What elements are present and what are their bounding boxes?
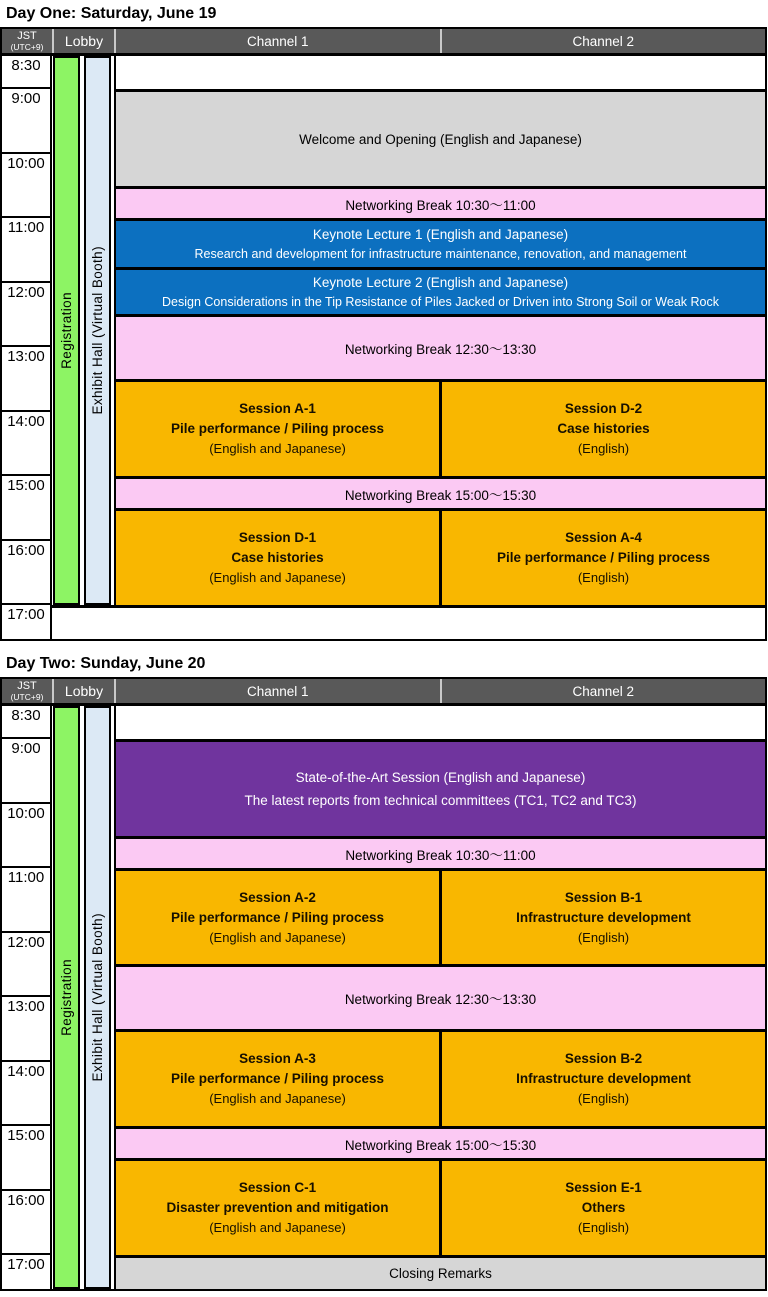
session-name: Session B-2: [564, 1051, 643, 1066]
session-name: Session A-1: [239, 401, 316, 416]
keynote2-subtitle: Design Considerations in the Tip Resistance of Piles Jacked or Driven into Strong Soil or Weak Rock: [162, 295, 719, 309]
session-topic: Others: [581, 1200, 626, 1215]
session-language: (English): [577, 1091, 630, 1106]
time-column: [2, 56, 52, 639]
session-topic: Pile performance / Piling process: [170, 1071, 385, 1086]
exhibit-hall-label: Exhibit Hall (Virtual Booth): [90, 913, 105, 1082]
session-row: [114, 1158, 765, 1255]
session-row: [114, 379, 765, 476]
registration-label: Registration: [59, 292, 74, 369]
time-cell: 10:00: [2, 804, 50, 869]
session-language: (English and Japanese): [209, 929, 346, 945]
session-language: (English): [577, 929, 630, 945]
session-row: [114, 508, 765, 605]
table-header-row: [2, 679, 765, 706]
session-name: Session B-1: [564, 889, 643, 905]
sota-title: State-of-the-Art Session (English and Japanese): [295, 770, 586, 785]
day-two-section: [0, 655, 768, 1291]
session-cell-channel1: [116, 1032, 439, 1126]
time-cell: 14:00: [2, 1062, 50, 1127]
channel2-column-header: Channel 2: [440, 679, 766, 703]
session-cell-channel2: [439, 511, 765, 605]
session-cell-channel2: [439, 1032, 765, 1126]
state-of-the-art-block: [114, 739, 765, 836]
session-cell-channel2: [439, 871, 765, 964]
time-cell: 16:00: [2, 541, 50, 606]
session-topic: Case histories: [557, 421, 650, 436]
exhibit-hall-strip: [84, 56, 111, 605]
day-two-schedule-table: [0, 677, 767, 1291]
session-name: Session C-1: [238, 1180, 317, 1195]
time-cell: 12:00: [2, 933, 50, 998]
exhibit-hall-strip: [84, 706, 111, 1289]
time-column-header: [2, 29, 52, 53]
session-language: (English): [577, 1220, 630, 1235]
session-language: (English and Japanese): [209, 1091, 346, 1106]
closing-remarks-block: Closing Remarks: [114, 1255, 765, 1289]
networking-break-block: Networking Break 15:00～15:30: [114, 476, 765, 508]
session-topic: Pile performance / Piling process: [170, 909, 385, 925]
session-cell-channel1: [116, 1161, 439, 1255]
keynote-lecture-1-block: [114, 218, 765, 267]
session-name: Session D-1: [238, 530, 317, 545]
day-two-grid: [52, 706, 765, 1289]
session-name: Session A-2: [239, 889, 316, 905]
session-language: (English): [577, 441, 630, 456]
lobby-strips: [52, 56, 112, 605]
table-body: [2, 706, 765, 1289]
lobby-column-header: Lobby: [52, 679, 114, 703]
day-one-grid: [52, 56, 765, 639]
time-cell: 11:00: [2, 218, 50, 283]
empty-slot: [114, 706, 765, 739]
time-cell: 16:00: [2, 1191, 50, 1256]
session-name: Session E-1: [565, 1180, 642, 1195]
session-topic: Infrastructure development: [516, 909, 691, 925]
session-cell-channel1: [116, 511, 439, 605]
time-cell: 9:00: [2, 739, 50, 804]
session-language: (English and Japanese): [209, 1220, 346, 1235]
registration-label: Registration: [59, 959, 74, 1036]
timezone-offset-label: (UTC+9): [10, 691, 44, 702]
timezone-offset-label: (UTC+9): [10, 41, 44, 52]
networking-break-block: Networking Break 12:30～13:30: [114, 964, 765, 1029]
time-cell: 10:00: [2, 154, 50, 219]
time-cell: 17:00: [7, 1256, 45, 1273]
table-header-row: [2, 29, 765, 56]
day-one-title: Day One: Saturday, June 19: [6, 5, 217, 22]
session-topic: Disaster prevention and mitigation: [166, 1200, 389, 1215]
channel1-column-header: Channel 1: [114, 679, 440, 703]
networking-break-block: Networking Break 10:30～11:00: [114, 836, 765, 868]
session-language: (English and Japanese): [209, 441, 346, 456]
session-language: (English): [577, 570, 630, 585]
lobby-strips: [52, 706, 112, 1289]
day-two-events: [114, 706, 765, 1289]
time-cell: 11:00: [2, 868, 50, 933]
session-topic: Pile performance / Piling process: [496, 550, 711, 565]
session-language: (English and Japanese): [209, 570, 346, 585]
time-cell: 15:00: [2, 476, 50, 541]
session-topic: Infrastructure development: [516, 1071, 691, 1086]
session-name: Session D-2: [564, 401, 643, 416]
session-cell-channel1: [116, 382, 439, 476]
session-row: [114, 868, 765, 964]
networking-break-block: Networking Break 10:30～11:00: [114, 186, 765, 218]
time-cell: 13:00: [2, 997, 50, 1062]
timezone-label: JST: [17, 29, 37, 42]
session-name: Session A-4: [565, 530, 642, 545]
session-topic: Case histories: [231, 550, 324, 565]
registration-strip: [53, 706, 80, 1289]
timezone-label: JST: [17, 679, 37, 692]
time-cell: 13:00: [2, 347, 50, 412]
keynote1-title: Keynote Lecture 1 (English and Japanese): [312, 227, 569, 242]
empty-slot: [52, 605, 765, 639]
session-row: [114, 1029, 765, 1126]
time-column: [2, 706, 52, 1289]
session-topic: Pile performance / Piling process: [170, 421, 385, 436]
session-cell-channel2: [439, 1161, 765, 1255]
time-cell: 8:30: [2, 56, 50, 89]
welcome-opening-block: Welcome and Opening (English and Japanese): [114, 89, 765, 186]
table-body: [2, 56, 765, 639]
lobby-column-header: Lobby: [52, 29, 114, 53]
day-one-schedule-table: [0, 27, 767, 641]
channel1-column-header: Channel 1: [114, 29, 440, 53]
day-two-title: Day Two: Sunday, June 20: [6, 655, 206, 672]
time-cell: 8:30: [2, 706, 50, 739]
time-column-header: [2, 679, 52, 703]
session-cell-channel1: [116, 871, 439, 964]
session-name: Session A-3: [239, 1051, 316, 1066]
day-one-events: [114, 56, 765, 639]
time-cell: 14:00: [2, 412, 50, 477]
time-cell: 9:00: [2, 89, 50, 154]
registration-strip: [53, 56, 80, 605]
keynote-lecture-2-block: [114, 267, 765, 314]
time-cell: 15:00: [2, 1126, 50, 1191]
channel2-column-header: Channel 2: [440, 29, 766, 53]
keynote2-title: Keynote Lecture 2 (English and Japanese): [312, 275, 569, 290]
networking-break-block: Networking Break 15:00～15:30: [114, 1126, 765, 1158]
time-cell: 12:00: [2, 283, 50, 348]
keynote1-subtitle: Research and development for infrastructure maintenance, renovation, and management: [194, 247, 687, 261]
exhibit-hall-label: Exhibit Hall (Virtual Booth): [90, 246, 105, 415]
time-cell: 17:00: [7, 606, 45, 623]
empty-slot: [114, 56, 765, 89]
networking-break-block: Networking Break 12:30～13:30: [114, 314, 765, 379]
session-cell-channel2: [439, 382, 765, 476]
sota-subtitle: The latest reports from technical committees (TC1, TC2 and TC3): [244, 793, 637, 808]
day-one-section: [0, 5, 768, 641]
